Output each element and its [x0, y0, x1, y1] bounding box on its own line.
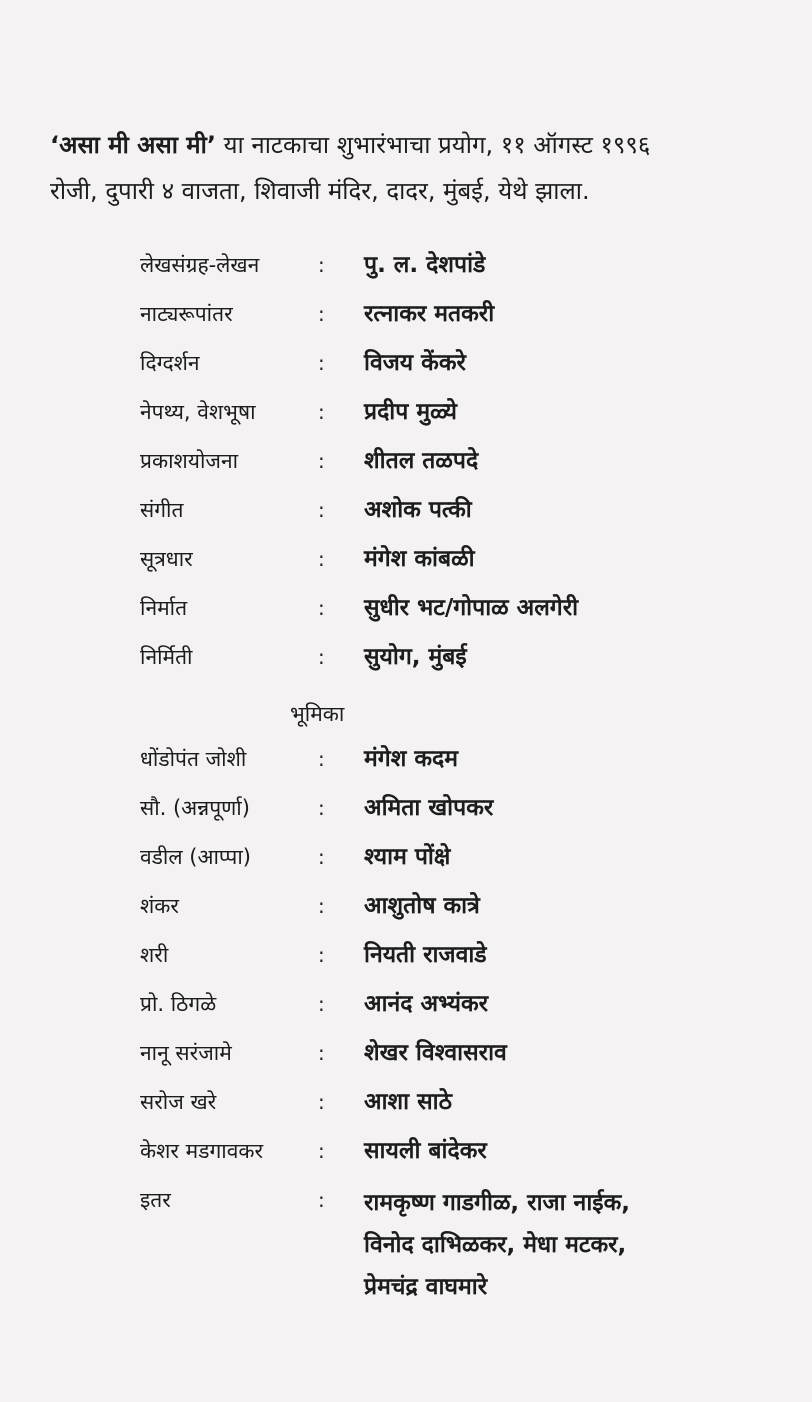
- play-title: ‘असा मी असा मी’: [50, 131, 216, 159]
- cast-row: [0, 741, 812, 790]
- cast-heading: [0, 688, 812, 741]
- crew-row: [0, 639, 812, 688]
- separator: :: [318, 845, 325, 869]
- crew-role: नेपथ्य, वेशभूषा: [140, 400, 256, 424]
- crew-row: [0, 541, 812, 590]
- other-cast-row: [0, 1182, 812, 1332]
- crew-name: मंगेश कांबळी: [364, 546, 475, 572]
- separator: :: [318, 796, 325, 820]
- cast-name: नियती राजवाडे: [364, 942, 487, 968]
- crew-role: नाट्यरूपांतर: [140, 302, 233, 326]
- cast-name: आशुतोष कात्रे: [364, 893, 480, 919]
- crew-name: पु. ल. देशपांडे: [364, 252, 486, 278]
- crew-row: [0, 443, 812, 492]
- cast-row: [0, 839, 812, 888]
- crew-role: निर्मात: [140, 596, 188, 620]
- cast-role: नानू सरंजामे: [140, 1041, 232, 1065]
- separator: :: [318, 894, 325, 918]
- cast-role: केशर मडगावकर: [140, 1139, 264, 1163]
- cast-role: प्रो. ठिगळे: [140, 992, 217, 1016]
- crew-role: प्रकाशयोजना: [140, 449, 239, 473]
- other-cast-line: विनोद दाभिळकर, मेधा मटकर,: [364, 1232, 627, 1258]
- cast-row: [0, 986, 812, 1035]
- separator: :: [318, 1188, 325, 1212]
- cast-heading-label: भूमिका: [290, 702, 345, 726]
- separator: :: [318, 498, 325, 522]
- crew-role: सूत्रधार: [140, 547, 193, 571]
- crew-name: सुयोग, मुंबई: [364, 644, 467, 670]
- premiere-note: [50, 122, 770, 214]
- cast-row: [0, 790, 812, 839]
- separator: :: [318, 1041, 325, 1065]
- crew-role: निर्मिती: [140, 645, 193, 669]
- separator: :: [318, 253, 325, 277]
- other-cast-names: [364, 1182, 630, 1308]
- cast-row: [0, 1133, 812, 1182]
- separator: :: [318, 449, 325, 473]
- credits-list: [0, 247, 812, 1332]
- separator: :: [318, 943, 325, 967]
- other-cast-line: प्रेमचंद्र वाघमारे: [364, 1274, 488, 1300]
- cast-row: [0, 1035, 812, 1084]
- cast-name: आशा साठे: [364, 1089, 452, 1115]
- crew-name: अशोक पत्की: [364, 497, 472, 523]
- crew-row: [0, 296, 812, 345]
- crew-name: सुधीर भट/गोपाळ अलगेरी: [364, 595, 579, 621]
- separator: :: [318, 1139, 325, 1163]
- crew-name: रत्नाकर मतकरी: [364, 301, 495, 327]
- cast-name: मंगेश कदम: [364, 746, 458, 772]
- cast-role: धोंडोपंत जोशी: [140, 747, 247, 771]
- crew-row: [0, 492, 812, 541]
- separator: :: [318, 351, 325, 375]
- separator: :: [318, 747, 325, 771]
- crew-row: [0, 247, 812, 296]
- separator: :: [318, 645, 325, 669]
- crew-row: [0, 394, 812, 443]
- cast-name: शेखर विश्वासराव: [364, 1040, 507, 1066]
- other-cast-role: इतर: [140, 1188, 171, 1212]
- cast-row: [0, 1084, 812, 1133]
- crew-row: [0, 590, 812, 639]
- premiere-note-line2: रोजी, दुपारी ४ वाजता, शिवाजी मंदिर, दादर, मुंबई, येथे झाला.: [50, 177, 590, 205]
- crew-role: संगीत: [140, 498, 184, 522]
- cast-name: श्याम पोंक्षे: [364, 844, 451, 870]
- crew-role: लेखसंग्रह-लेखन: [140, 253, 260, 277]
- separator: :: [318, 596, 325, 620]
- crew-name: शीतल तळपदे: [364, 448, 479, 474]
- cast-role: शरी: [140, 943, 169, 967]
- crew-row: [0, 345, 812, 394]
- cast-name: आनंद अभ्यंकर: [364, 991, 489, 1017]
- cast-role: सरोज खरे: [140, 1090, 217, 1114]
- crew-name: विजय केंकरे: [364, 350, 466, 376]
- crew-role: दिग्दर्शन: [140, 351, 200, 375]
- cast-row: [0, 937, 812, 986]
- separator: :: [318, 302, 325, 326]
- separator: :: [318, 992, 325, 1016]
- cast-name: सायली बांदेकर: [364, 1138, 487, 1164]
- cast-name: अमिता खोपकर: [364, 795, 494, 821]
- cast-role: शंकर: [140, 894, 179, 918]
- other-cast-line: रामकृष्ण गाडगीळ, राजा नाईक,: [364, 1190, 630, 1216]
- cast-role: वडील (आप्पा): [140, 845, 251, 869]
- separator: :: [318, 1090, 325, 1114]
- cast-role: सौ. (अन्नपूर्णा): [140, 796, 250, 820]
- premiere-note-line1: या नाटकाचा शुभारंभाचा प्रयोग, ११ ऑगस्ट १९९६: [216, 131, 651, 159]
- cast-row: [0, 888, 812, 937]
- separator: :: [318, 400, 325, 424]
- crew-name: प्रदीप मुळ्ये: [364, 399, 457, 425]
- separator: :: [318, 547, 325, 571]
